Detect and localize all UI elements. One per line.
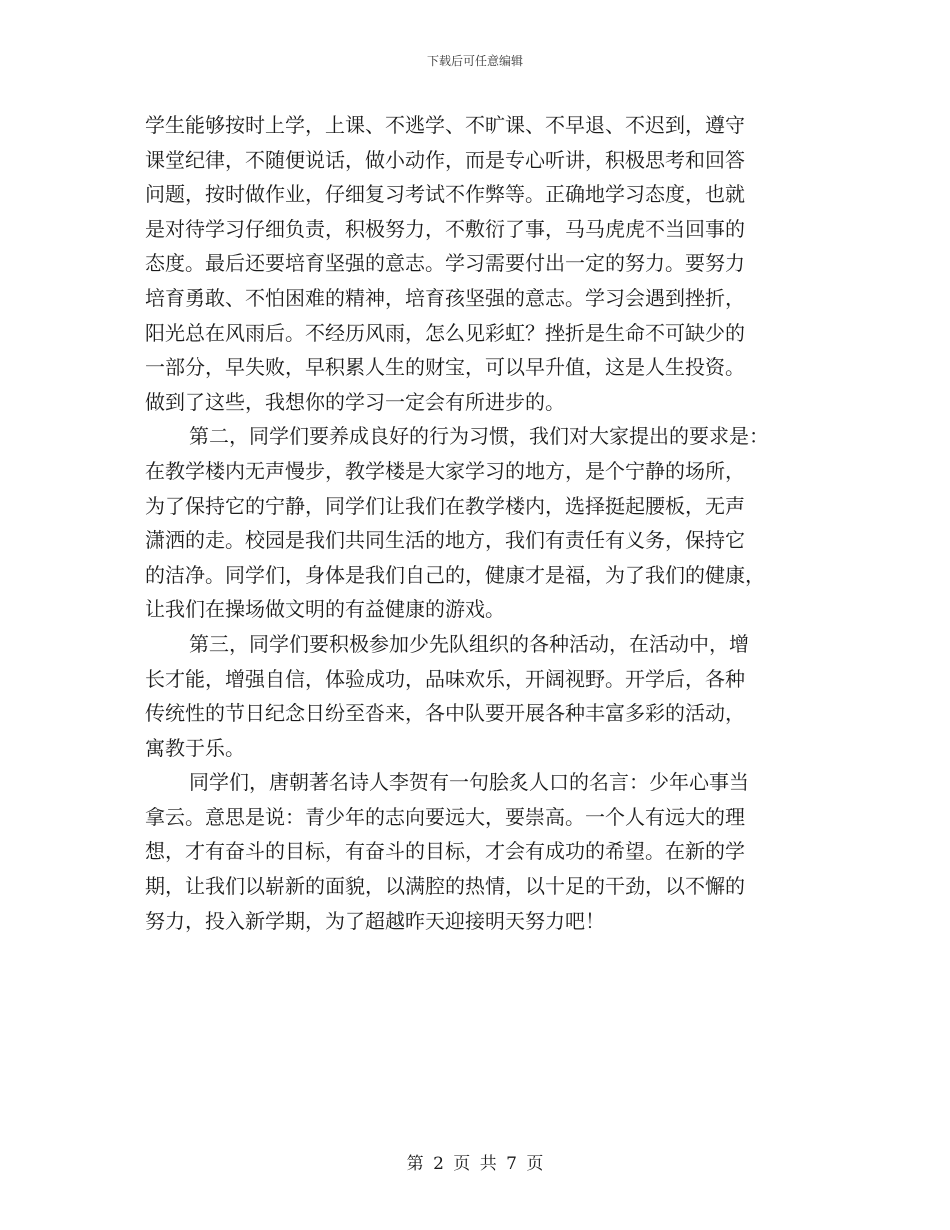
text-line: 做到了这些，我想你的学习一定会有所进步的。 [145,389,565,414]
text-line: 态度。最后还要培育坚强的意志。学习需要付出一定的努力。要努力 [145,251,745,276]
text-line: 努力，投入新学期，为了超越昨天迎接明天努力吧！ [145,908,605,933]
text-line: 第三，同学们要积极参加少先队组织的各种活动，在活动中，增 [189,631,749,656]
text-line: 期，让我们以崭新的面貌，以满腔的热情，以十足的干劲，以不懈的 [145,874,745,899]
text-line: 长才能，增强自信，体验成功，品味欢乐，开阔视野。开学后，各种 [145,666,745,691]
text-line: 拿云。意思是说：青少年的志向要远大，要崇高。一个人有远大的理 [145,804,745,829]
text-line: 培育勇敢、不怕困难的精神，培育孩坚强的意志。学习会遇到挫折， [145,285,745,310]
text-line: 为了保持它的宁静，同学们让我们在教学楼内，选择挺起腰板，无声 [145,493,745,518]
text-line: 问题，按时做作业，仔细复习考试不作弊等。正确地学习态度，也就 [145,182,745,207]
text-line: 在教学楼内无声慢步，教学楼是大家学习的地方，是个宁静的场所， [145,458,745,483]
text-line: 寓教于乐。 [145,735,245,760]
text-line: 是对待学习仔细负责，积极努力，不敷衍了事，马马虎虎不当回事的 [145,216,745,241]
text-line: 第二，同学们要养成良好的行为习惯，我们对大家提出的要求是： [189,424,769,449]
text-line: 潇洒的走。校园是我们共同生活的地方，我们有责任有义务，保持它 [145,528,745,553]
text-line: 同学们，唐朝著名诗人李贺有一句脍炙人口的名言：少年心事当 [189,770,749,795]
text-line: 阳光总在风雨后。不经历风雨，怎么见彩虹？挫折是生命不可缺少的 [145,320,745,345]
page-header: 下载后可任意编辑 [426,54,523,68]
text-line: 想，才有奋斗的目标，有奋斗的目标，才会有成功的希望。在新的学 [145,839,745,864]
text-line: 传统性的节日纪念日纷至沓来，各中队要开展各种丰富多彩的活动， [145,701,745,726]
text-line: 让我们在操场做文明的有益健康的游戏。 [145,597,505,622]
document-body [145,108,805,938]
page-footer-page-number: 第 2 页 共 7 页 [406,1154,544,1174]
text-line: 课堂纪律，不随便说话，做小动作，而是专心听讲，积极思考和回答 [145,147,745,172]
text-line: 一部分，早失败，早积累人生的财宝，可以早升值，这是人生投资。 [145,355,745,380]
text-line: 学生能够按时上学，上课、不逃学、不旷课、不早退、不迟到，遵守 [145,113,745,137]
text-line: 的洁净。同学们，身体是我们自己的，健康才是福，为了我们的健康， [145,562,765,587]
